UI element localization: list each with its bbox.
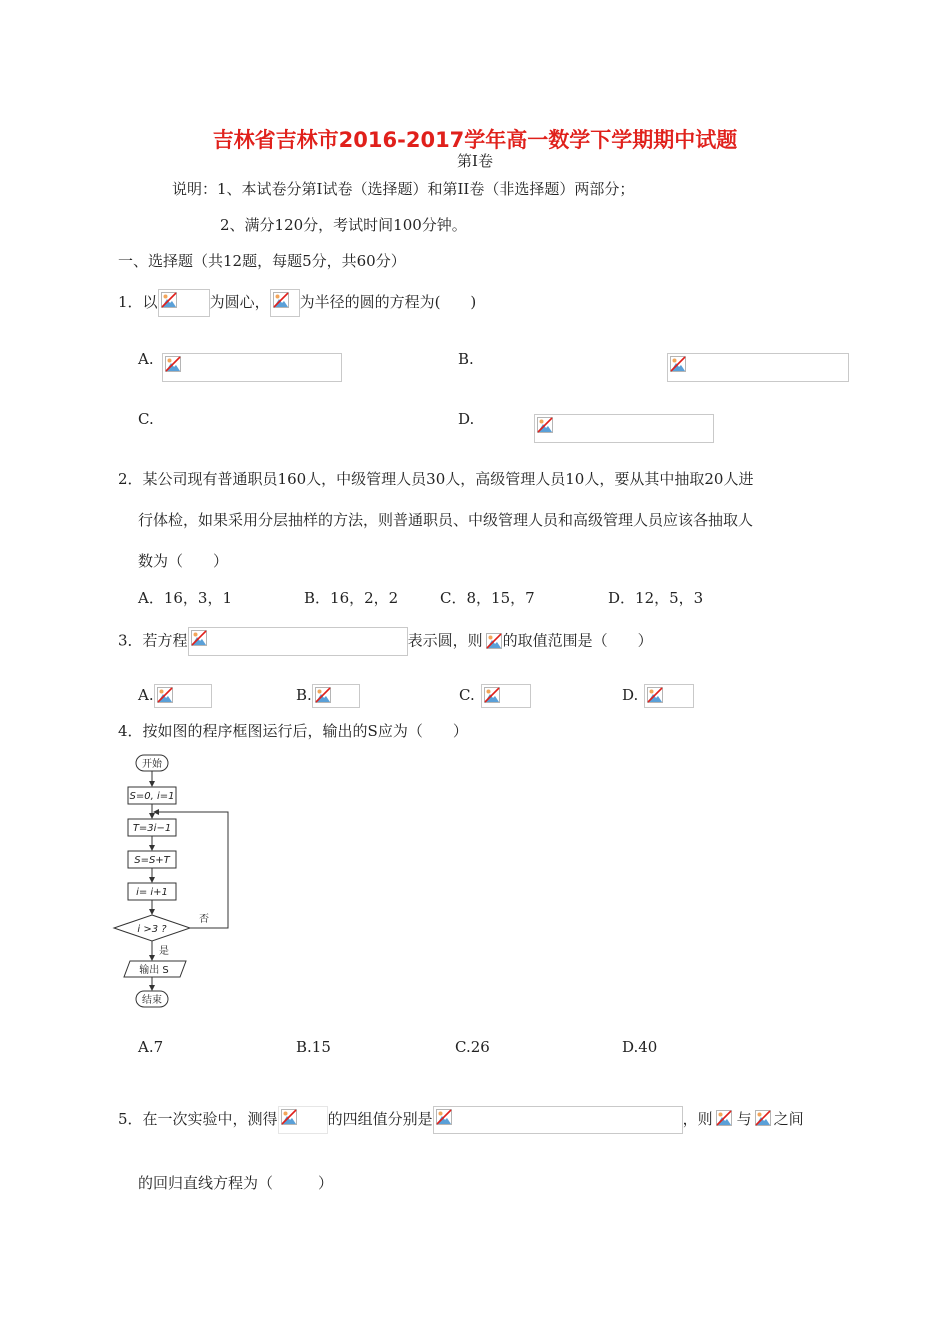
question-3 xyxy=(118,627,653,656)
option-c[interactable] xyxy=(459,684,531,708)
question-number: 5． xyxy=(118,1110,143,1128)
question-1 xyxy=(118,289,476,317)
option-label: D. xyxy=(622,686,639,704)
formula-image xyxy=(162,353,342,382)
formula-image xyxy=(534,414,714,443)
question-text: ，则 xyxy=(682,1110,713,1128)
instructions-line-2: 2、满分120分，考试时间100分钟。 xyxy=(220,216,467,234)
formula-image xyxy=(483,630,503,654)
question-text: 之间 xyxy=(773,1110,804,1128)
option-label: C. xyxy=(459,686,475,704)
question-2-line-3: 数为（ ） xyxy=(138,552,229,570)
formula-image xyxy=(433,1106,683,1134)
broken-image-icon xyxy=(537,417,553,433)
option-label: C. xyxy=(138,410,154,428)
flowchart-start-label: 开始 xyxy=(142,759,162,770)
flowchart-condition-label: i >3 ? xyxy=(137,924,167,935)
page-title: 吉林省吉林市2016-2017学年高一数学下学期期中试题 xyxy=(212,128,738,152)
flowchart-step1-label: T=3i−1 xyxy=(132,823,172,834)
broken-image-icon xyxy=(670,356,686,372)
broken-image-icon xyxy=(436,1109,452,1125)
section-heading: 一、选择题（共12题，每题5分，共60分） xyxy=(118,252,406,270)
broken-image-icon xyxy=(716,1110,732,1126)
broken-image-icon xyxy=(191,630,207,646)
question-5 xyxy=(118,1106,804,1134)
broken-image-icon xyxy=(165,356,181,372)
broken-image-icon xyxy=(281,1109,297,1125)
option-a[interactable] xyxy=(138,684,212,708)
broken-image-icon xyxy=(315,687,331,703)
flowchart-step3-label: i= i+1 xyxy=(136,887,168,898)
option-label: B. xyxy=(458,350,474,368)
formula-image xyxy=(158,289,210,317)
option-a[interactable]: A.7 xyxy=(138,1038,164,1056)
formula-image xyxy=(667,353,849,382)
formula-image xyxy=(644,684,694,708)
broken-image-icon xyxy=(161,292,177,308)
broken-image-icon xyxy=(157,687,173,703)
formula-image xyxy=(188,627,408,656)
option-d[interactable] xyxy=(458,410,474,428)
question-2-line-1: 2．某公司现有普通职员160人，中级管理人员30人，高级管理人员10人，要从其中抽取20人进 xyxy=(118,470,754,488)
option-a[interactable] xyxy=(138,350,154,368)
question-text: 与 xyxy=(736,1110,752,1128)
question-text: 为半径的圆的方程为( ) xyxy=(299,293,477,311)
option-b[interactable] xyxy=(296,684,360,708)
flowchart-step2-label: S=S+T xyxy=(134,855,170,866)
broken-image-icon xyxy=(755,1110,771,1126)
formula-image xyxy=(713,1107,737,1133)
question-text: 的取值范围是（ ） xyxy=(502,631,653,650)
question-text: 表示圆，则 xyxy=(407,631,483,650)
option-c[interactable]: C.26 xyxy=(455,1038,490,1056)
flowchart-output-label: 输出 S xyxy=(139,965,169,976)
option-b[interactable]: B.15 xyxy=(296,1038,331,1056)
question-4: 4．按如图的程序框图运行后，输出的S应为（ ） xyxy=(118,722,468,740)
broken-image-icon xyxy=(486,633,502,649)
option-c[interactable] xyxy=(138,410,154,428)
option-d[interactable]: D．12，5，3 xyxy=(608,589,704,607)
option-b[interactable] xyxy=(458,350,474,368)
formula-image xyxy=(270,289,300,317)
flowchart-init-label: S=0, i=1 xyxy=(129,791,175,802)
formula-image xyxy=(278,1106,328,1134)
flowchart-no-label: 否 xyxy=(199,914,209,925)
question-2-line-2: 行体检，如果采用分层抽样的方法，则普通职员、中级管理人员和高级管理人员应该各抽取人 xyxy=(138,511,754,529)
option-label: A. xyxy=(138,686,154,704)
formula-image xyxy=(752,1107,774,1133)
flowchart-end-label: 结束 xyxy=(142,995,162,1006)
flowchart-yes-label: 是 xyxy=(159,946,169,957)
option-label: D. xyxy=(458,410,475,428)
question-number: 3． xyxy=(118,631,143,650)
option-b[interactable]: B．16，2，2 xyxy=(304,589,399,607)
volume-label: 第I卷 xyxy=(457,152,493,170)
question-5-line-2: 的回归直线方程为（ ） xyxy=(138,1174,334,1192)
option-d[interactable] xyxy=(622,684,694,708)
formula-image xyxy=(312,684,360,708)
option-label: A. xyxy=(138,350,154,368)
option-label: B. xyxy=(296,686,312,704)
option-c[interactable]: C．8，15，7 xyxy=(440,589,535,607)
formula-image xyxy=(154,684,212,708)
broken-image-icon xyxy=(647,687,663,703)
instructions-line-1: 说明：1、本试卷分第I试卷（选择题）和第II卷（非选择题）两部分； xyxy=(172,180,635,198)
option-d[interactable]: D.40 xyxy=(622,1038,658,1056)
formula-image xyxy=(481,684,531,708)
flowchart xyxy=(112,752,242,1012)
question-text: 为圆心， xyxy=(209,293,270,311)
broken-image-icon xyxy=(273,292,289,308)
question-text: 的四组值分别是 xyxy=(327,1110,433,1128)
question-number: 1． xyxy=(118,293,143,311)
question-text: 以 xyxy=(142,293,158,311)
question-text: 在一次实验中，测得 xyxy=(142,1110,278,1128)
option-a[interactable]: A．16，3，1 xyxy=(138,589,233,607)
broken-image-icon xyxy=(484,687,500,703)
question-text: 若方程 xyxy=(142,631,188,650)
